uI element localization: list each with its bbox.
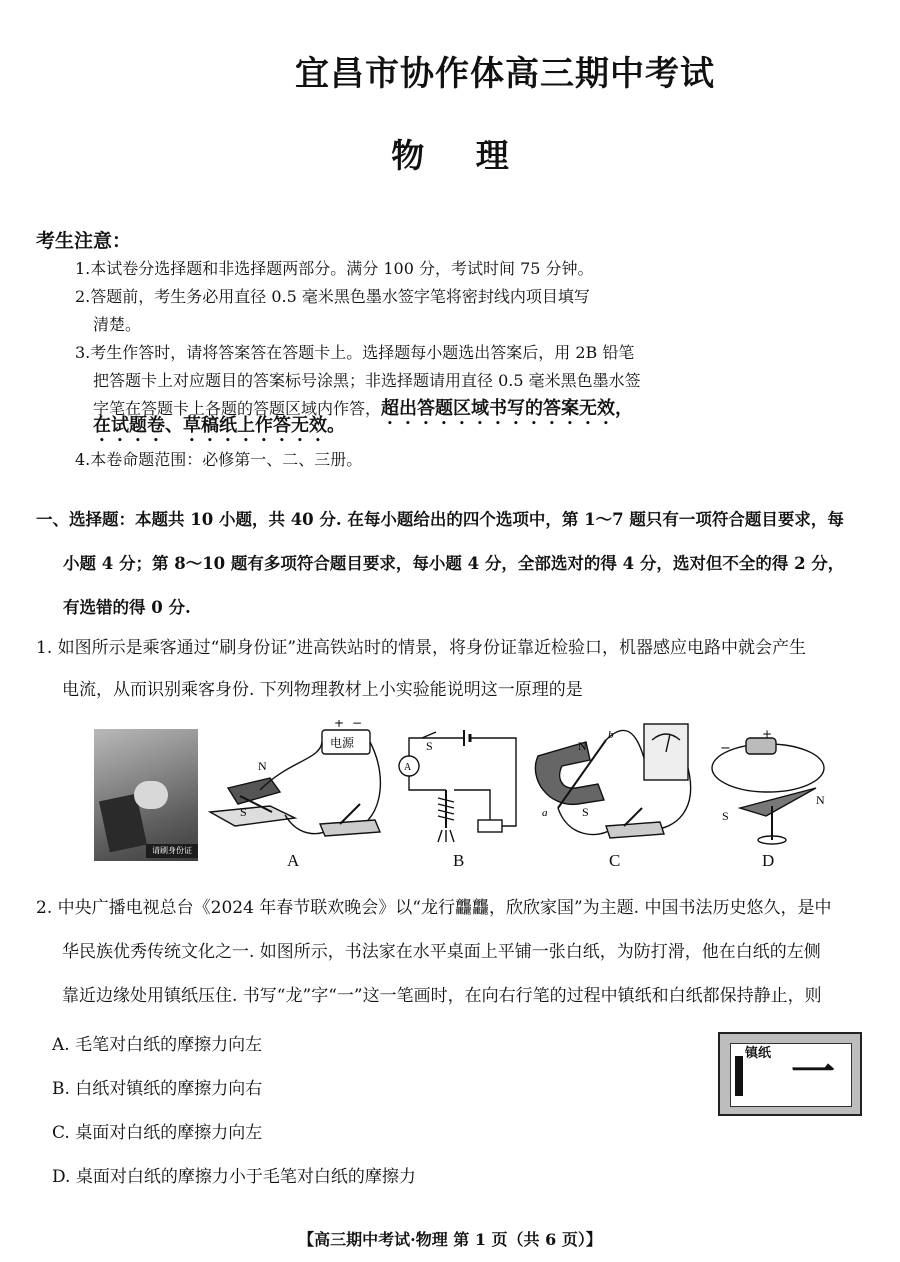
base-board (210, 806, 295, 826)
section-1-line-2: 小题 4 分；第 8～10 题有多项符合题目要求，每小题 4 分，全部选对的得 4 分，选对但不全的得 2 分， (63, 554, 845, 573)
u-magnet-c (535, 742, 604, 804)
diagram-b (394, 728, 526, 846)
question-1-line-1: 1. 如图所示是乘客通过“刷身份证”进高铁站时的情景，将身份证靠近检验口，机器感应电路中就会产生 (36, 638, 807, 658)
exam-title: 宜昌市协作体高三期中考试 (295, 54, 715, 94)
rheostat (478, 820, 502, 832)
wire-b-left (409, 776, 446, 790)
id-card-photo (94, 729, 198, 861)
label-a-s: S (240, 805, 247, 819)
notice-emphasis-1: 超出答题区域书写的答案无效， (381, 398, 634, 419)
diagram-a (200, 720, 390, 845)
label-d-s: S (722, 809, 729, 823)
label-d-plus: + (762, 727, 773, 741)
label-power: 电源 (330, 736, 355, 750)
switch-base-a (320, 820, 380, 836)
section-1-line-3: 有选错的得 0 分. (63, 598, 191, 617)
label-c-a: a (542, 807, 548, 819)
notice-heading: 考生注意： (36, 230, 132, 252)
white-paper (730, 1043, 852, 1107)
wire-a-2 (350, 742, 380, 830)
wire-b-slider (454, 790, 490, 820)
question-2-line-2: 华民族优秀传统文化之一. 如图所示，书法家在水平桌面上平铺一张白纸，为防打滑，他在白纸的左侧 (62, 942, 821, 962)
q2-option-b: B. 白纸对镇纸的摩擦力向右 (52, 1079, 263, 1099)
section-1-instructions (36, 498, 866, 630)
label-d-minus: − (720, 741, 731, 756)
section-1-line-1: 一、选择题：本题共 10 小题，共 40 分. 在每小题给出的四个选项中，第 1～7 题只有一项符合题目要求，每 (36, 510, 844, 529)
label-c-s: S (582, 805, 589, 819)
label-a-n: N (258, 759, 267, 773)
label-d-n: N (816, 793, 825, 807)
subject-title: 物 理 (391, 136, 509, 175)
question-2-line-3: 靠近边缘处用镇纸压住. 书写“龙”字“一”这一笔画时，在向右行笔的过程中镇纸和白纸都保持静止，则 (62, 986, 822, 1006)
u-magnet (228, 778, 280, 804)
hand (134, 781, 168, 809)
paperweight (735, 1056, 743, 1096)
notice-item-2-cont: 清楚。 (93, 315, 142, 334)
label-ammeter: A (404, 762, 412, 773)
label-a-plus: + (334, 720, 345, 730)
page-footer: 【高三期中考试·物理 第 1 页（共 6 页）】 (298, 1230, 602, 1249)
q2-option-c: C. 桌面对白纸的摩擦力向左 (52, 1123, 263, 1143)
label-option-a: A (287, 851, 300, 870)
switch-b (422, 732, 436, 738)
notice-item-3-cont3 (93, 412, 345, 446)
label-c-n: N (578, 739, 587, 753)
diagram-c (528, 718, 698, 848)
label-c-b: b (608, 729, 614, 741)
question-1-line-2: 电流，从而识别乘客身份. 下列物理教材上小实验能说明这一原理的是 (62, 680, 583, 700)
notice-emphasis-2: 在试题卷、草稿纸上作答无效。 (93, 415, 345, 436)
notice-item-1: 1.本试卷分选择题和非选择题两部分。满分 100 分，考试时间 75 分钟。 (75, 259, 594, 278)
notice-item-3: 3.考生作答时，请将答案答在答题卡上。选择题每小题选出答案后，用 2B 铅笔 (75, 343, 635, 362)
notice-item-2: 2.答题前，考生务必用直径 0.5 毫米黑色墨水签字笔将密封线内项目填写 (75, 287, 590, 306)
label-option-c: C (609, 851, 621, 870)
notice-item-3-cont: 把答题卡上对应题目的答案标号涂黑；非选择题请用直径 0.5 毫米黑色墨水签 (93, 371, 641, 390)
question-2-line-1: 2. 中央广播电视总台《2024 年春节联欢晚会》以“龙行龘龘，欣欣家国”为主题. 中国书法历史悠久，是中 (36, 898, 832, 918)
label-option-b: B (453, 851, 465, 870)
diagram-d (706, 724, 836, 848)
q2-option-a: A. 毛笔对白纸的摩擦力向左 (52, 1035, 263, 1055)
label-b-s: S (426, 739, 433, 753)
notice-item-4: 4.本卷命题范围：必修第一、二、三册。 (75, 450, 363, 469)
label-a-minus: − (352, 720, 363, 730)
paper-figure (718, 1032, 862, 1116)
switch-base-c (606, 822, 664, 838)
wire-b-top-left (409, 738, 464, 756)
photo-sign: 请刷身份证 (146, 844, 198, 858)
iron-filings (438, 830, 454, 842)
paperweight-label: 镇纸 (745, 1046, 772, 1061)
notice-item-3-text: 字笔在答题卡上各题的答题区域内作答， (93, 399, 382, 418)
label-option-d: D (762, 851, 775, 870)
wire-b-right (470, 738, 516, 826)
q2-option-d: D. 桌面对白纸的摩擦力小于毛笔对白纸的摩擦力 (52, 1167, 416, 1187)
brush-stroke: 一 (791, 1047, 835, 1098)
